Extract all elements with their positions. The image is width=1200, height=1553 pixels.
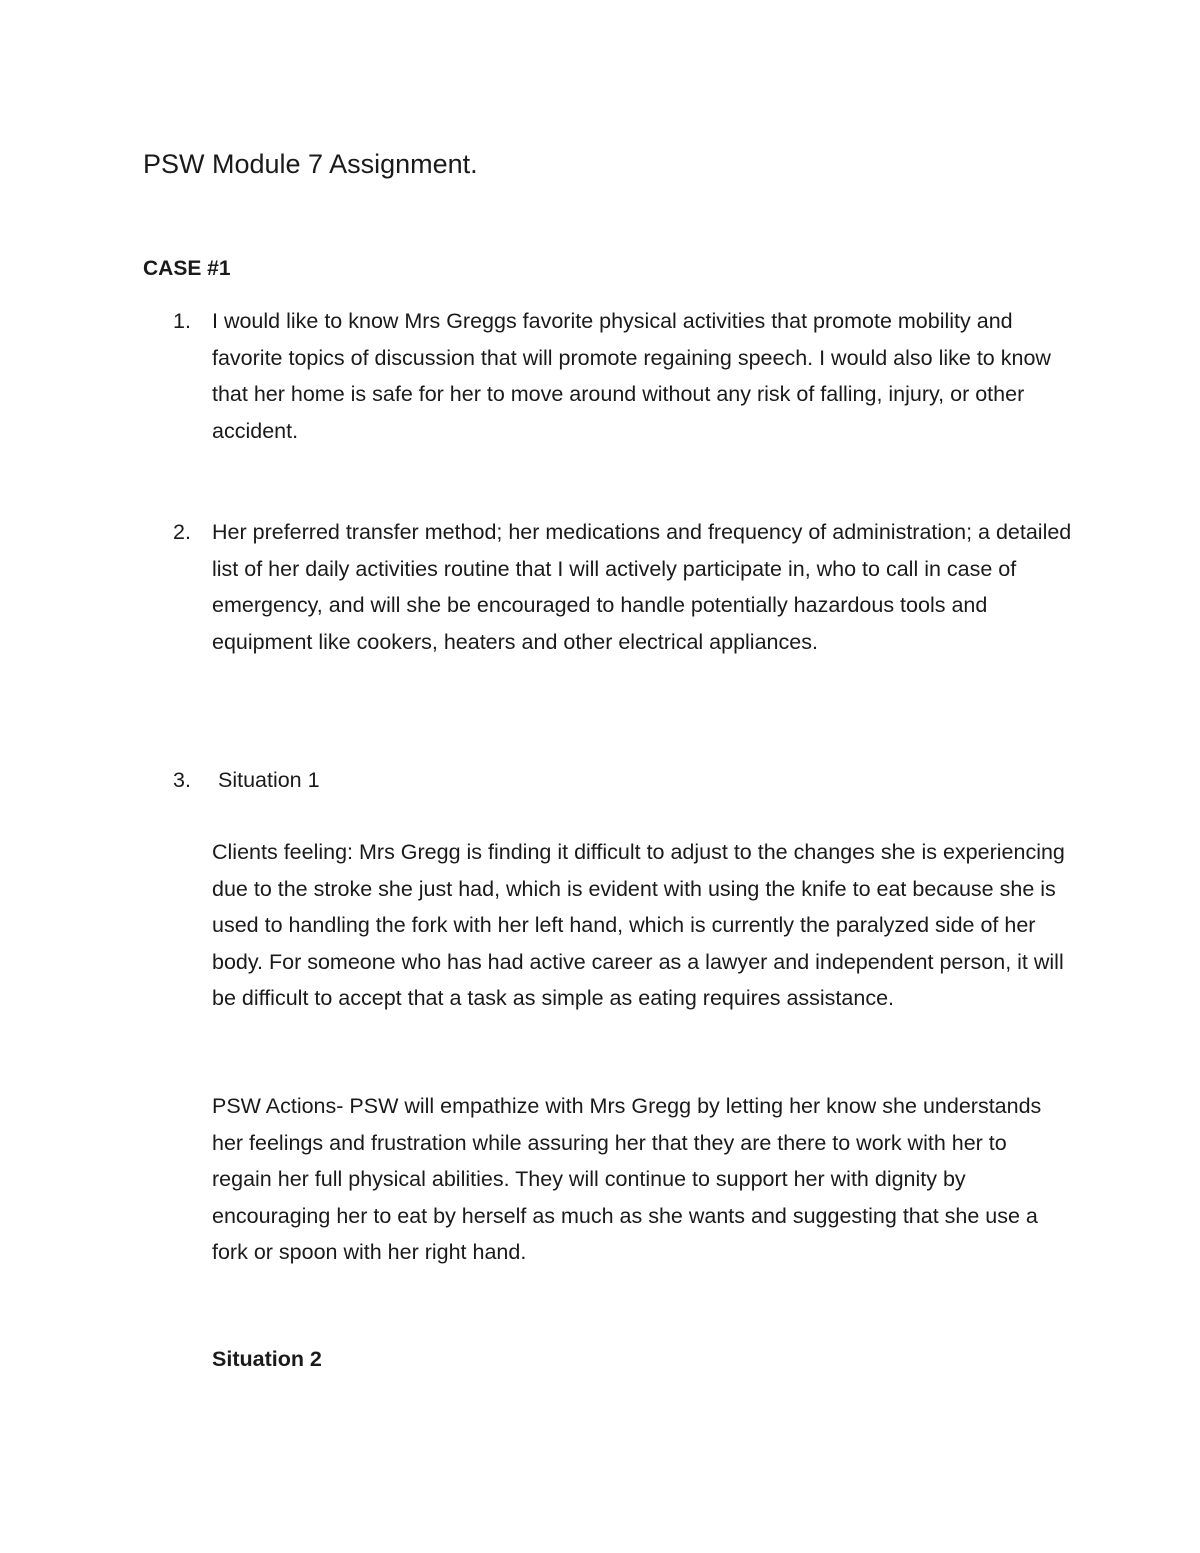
document-title: PSW Module 7 Assignment. <box>143 149 478 179</box>
list-item-text: Situation 1 <box>212 768 320 792</box>
list-item-number: 2. <box>173 520 191 544</box>
case-heading: CASE #1 <box>143 257 231 280</box>
list-item-text: I would like to know Mrs Greggs favorite physical activities that promote mobility and favorite topics of discussion that will promote regaining speech. I would also like to know that her home is safe for her to move around without any risk of falling, injury, or other accident. <box>212 309 1051 443</box>
list-item-number: 3. <box>173 768 191 792</box>
clients-feeling-paragraph: Clients feeling: Mrs Gregg is finding it difficult to adjust to the changes she is experiencing due to the stroke she just had, which is evident with using the knife to eat because she is used to handling the fork with her left hand, which is currently the paralyzed side of her body. For someone who has had active career as a lawyer and independent person, it will be difficult to accept that a task as simple as eating requires assistance. <box>212 840 1065 1010</box>
list-item-number: 1. <box>173 309 191 333</box>
psw-actions-paragraph: PSW Actions- PSW will empathize with Mrs Gregg by letting her know she understands her feelings and frustration while assuring her that they are there to work with her to regain her full physical abilities. They will continue to support her with dignity by encouraging her to eat by herself as much as she wants and suggesting that she use a fork or spoon with her right hand. <box>212 1094 1042 1264</box>
list-item-2 <box>143 514 1073 660</box>
list-item-3 <box>143 762 1073 799</box>
list-item-text: Her preferred transfer method; her medications and frequency of administration; a detailed list of her daily activities routine that I will actively participate in, who to call in case of emergency, and will she be encouraged to handle potentially hazardous tools and equipment like cookers, heaters and other electrical appliances. <box>212 520 1072 654</box>
list-item-1 <box>143 303 1073 449</box>
situation-2-heading: Situation 2 <box>212 1347 322 1371</box>
